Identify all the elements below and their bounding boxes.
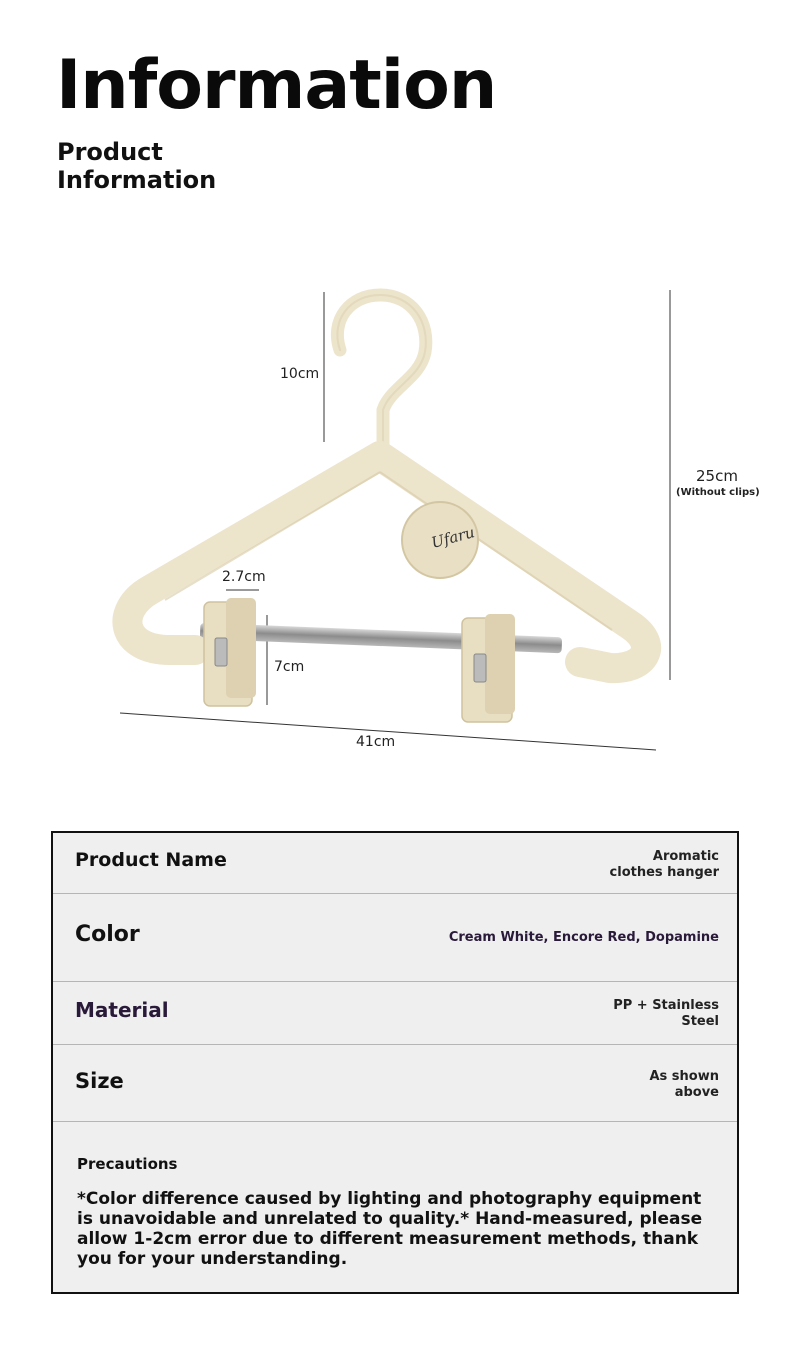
hook-height-label: 10cm	[280, 366, 320, 382]
row-value-color: Cream White, Encore Red, Dopamine	[448, 930, 719, 945]
table-row	[53, 1045, 737, 1122]
hook	[337, 295, 425, 445]
spec-table	[51, 831, 739, 1294]
section-subtitle: Product Information	[57, 138, 217, 194]
table-row	[53, 894, 737, 982]
clip-width-label: 2.7cm	[222, 569, 266, 585]
precautions-text: *Color difference caused by lighting and photography equipment is unavoidable and unrelated to quality.* Hand-measured, please allow 1-2cm error due to different measurement methods, thank you for your understanding.	[77, 1189, 703, 1269]
row-label-product-name: Product Name	[75, 849, 227, 871]
logo-text: Ufaru	[429, 523, 477, 552]
precautions	[77, 1155, 713, 1269]
hanger-illustration	[0, 270, 790, 780]
row-label-color: Color	[75, 922, 140, 947]
hanger-dimension-figure	[0, 270, 790, 780]
row-value-product-name: Aromatic clothes hanger	[609, 849, 719, 880]
total-height-label: 25cm	[696, 467, 738, 485]
right-clip	[462, 614, 515, 722]
page-title: Information	[56, 46, 497, 125]
table-row	[53, 833, 737, 894]
row-label-size: Size	[75, 1069, 124, 1093]
row-label-material: Material	[75, 998, 169, 1022]
clip-height-label: 7cm	[274, 659, 305, 675]
total-height-note: (Without clips)	[676, 487, 760, 498]
table-row	[53, 982, 737, 1045]
width-label: 41cm	[356, 734, 396, 750]
row-value-material: PP + Stainless Steel	[613, 998, 719, 1029]
precautions-title: Precautions	[77, 1155, 178, 1173]
left-clip	[204, 598, 256, 706]
row-value-size: As shown above	[649, 1069, 719, 1100]
